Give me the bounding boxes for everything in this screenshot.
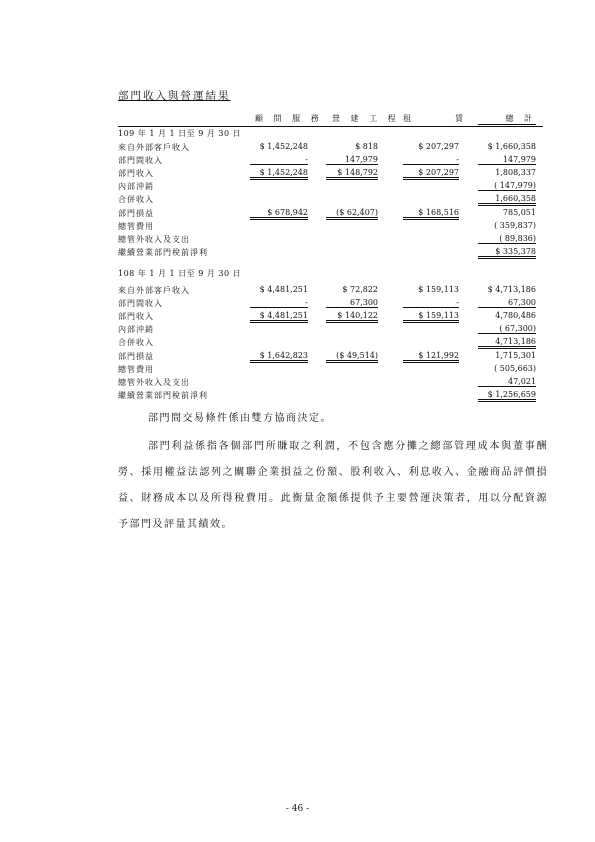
row-label: 部門收入 [118,169,154,178]
table-row [0,298,595,310]
period-label: 108 年 1 月 1 日至 9 月 30 日 [118,269,242,278]
lease-value: - [403,155,459,165]
construction-value: ($ 49,514) [326,351,378,363]
paragraph-definition: 部門利益係指各個部門所賺取之利潤，不包含應分攤之總部管理成本與董事酬勞、採用權益法認列之關聯企業損益之份額、股利收入、利息收入、金融商品評價損益、財務成本以及所得稅費用。此衡量金額係提供予主要營運決策者，用以分配資源予部門及評量其績效。 [118,441,548,530]
construction-value: $ 140,122 [326,311,378,323]
row-label: 繼續營業部門稅前淨利 [118,391,208,400]
period-row [0,268,595,280]
section-title: 部門收入與營運結果 [118,90,231,102]
row-label: 總管外收入及支出 [118,235,190,244]
row-label: 部門損益 [118,209,154,218]
consulting-value: - [250,155,308,165]
row-label: 部門收入 [118,312,154,321]
total-value: 1,715,301 [495,351,536,360]
page-number: - 46 - [285,804,310,814]
lease-value: $ 159,113 [403,311,459,323]
header-total: 總 計 [478,113,536,125]
total-value: ( 67,300) [478,324,536,334]
row-label: 總管費用 [118,222,154,231]
row-label: 部門間收入 [118,299,163,308]
period-row [0,128,595,140]
row-label: 來自外部客戶收入 [118,286,190,295]
total-value: 147,979 [478,155,536,165]
table-row [0,234,595,246]
row-label: 合併收入 [118,195,154,204]
consulting-value: $ 1,452,248 [250,168,308,180]
consulting-value: $ 4,481,251 [259,285,308,294]
row-label: 合併收入 [118,338,154,347]
consulting-value: - [250,298,308,308]
total-value: 785,051 [502,208,536,217]
lease-value: $ 121,992 [403,351,459,363]
total-value: 4,713,186 [478,337,536,349]
total-value: 47,021 [478,377,536,387]
consulting-value: $ 4,481,251 [250,311,308,323]
row-label: 部門間收入 [118,156,163,165]
total-value: $ 4,713,186 [487,285,536,294]
table-row [0,364,595,376]
table-row [0,181,595,193]
total-value: $ 1,256,659 [478,390,536,402]
lease-value: - [403,298,459,308]
total-value: $ 335,378 [478,247,536,259]
header-lease-b: 賃 [455,114,467,123]
construction-value: $ 72,822 [342,285,378,294]
construction-value: 147,979 [326,155,378,165]
table-row [0,168,595,180]
header-consulting: 顧 問 服 務 [255,114,323,123]
period-label: 109 年 1 月 1 日至 9 月 30 日 [118,129,242,138]
row-label: 內部沖銷 [118,325,154,334]
header-lease-a: 租 [403,114,415,123]
total-value: 4,780,486 [495,311,536,320]
table-row [0,337,595,349]
lease-value: $ 168,516 [403,208,459,220]
table-row [0,155,595,167]
header-construction: 營 建 工 程 [332,114,400,123]
table-row [0,390,595,402]
consulting-value: $ 678,942 [250,208,308,220]
total-value: $ 1,660,358 [487,142,536,151]
construction-value: 67,300 [326,298,378,308]
total-value: 1,808,337 [495,168,536,177]
lease-value: $ 159,113 [418,285,459,294]
table-row [0,142,595,154]
total-value: ( 89,836) [478,234,536,244]
table-row [0,311,595,323]
table-row [0,324,595,336]
lease-value: $ 207,297 [403,168,459,180]
total-value: 67,300 [478,298,536,308]
paragraph-note: 部門間交易條件係由雙方協商決定。 [148,413,332,424]
construction-value: $ 148,792 [326,168,378,180]
table-row [0,351,595,363]
row-label: 繼續營業部門稅前淨利 [118,248,208,257]
table-row [0,285,595,297]
total-value: ( 359,837) [494,221,536,230]
row-label: 總管費用 [118,365,154,374]
table-row [0,377,595,389]
row-label: 內部沖銷 [118,182,154,191]
total-value: ( 147,979) [478,181,536,191]
row-label: 來自外部客戶收入 [118,143,190,152]
consulting-value: $ 1,642,823 [250,351,308,363]
construction-value: $ 818 [355,142,378,151]
total-value: ( 505,663) [494,364,536,373]
table-row [0,208,595,220]
table-row [0,247,595,259]
lease-value: $ 207,297 [418,142,459,151]
header-rule [118,126,543,127]
total-value: 1,660,358 [478,194,536,206]
table-row [0,221,595,233]
table-row [0,194,595,206]
row-label: 部門損益 [118,352,154,361]
construction-value: ($ 62,407) [326,208,378,220]
row-label: 總管外收入及支出 [118,378,190,387]
consulting-value: $ 1,452,248 [259,142,308,151]
